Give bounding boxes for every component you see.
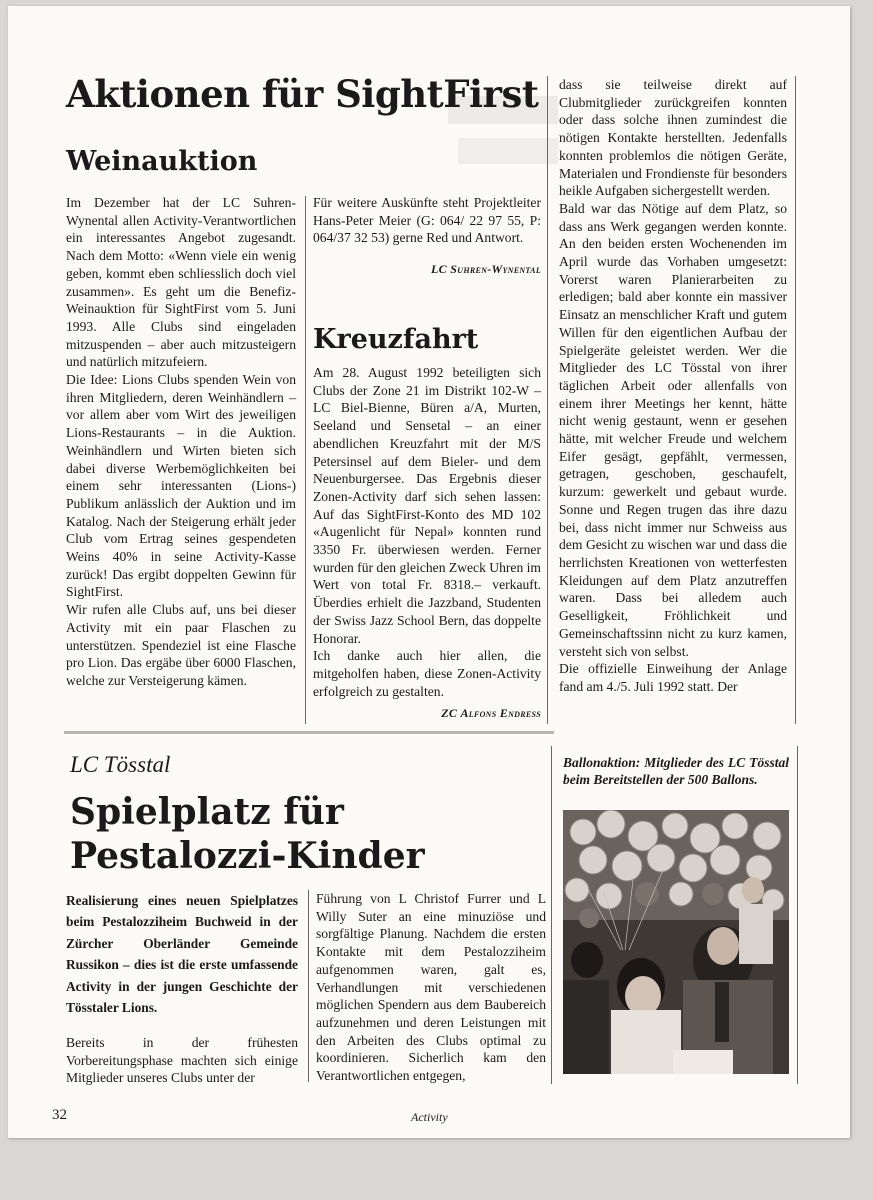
right-column-paragraph: Die offizielle Einweihung der Anlage fand am 4./5. Juli 1992 statt. Der — [559, 661, 787, 694]
column-rule — [797, 746, 798, 1084]
kreuzfahrt-signature — [313, 706, 541, 721]
section-divider — [64, 731, 554, 734]
kreuzfahrt-heading: Kreuzfahrt — [313, 324, 479, 355]
column-rule — [308, 890, 309, 1082]
photo-caption: Ballonaktion: Mitglieder des LC Tösstal beim Bereitstellen der 500 Ballons. — [563, 755, 789, 787]
column-rule — [305, 196, 306, 724]
column-rule — [547, 76, 548, 724]
spielplatz-kicker: LC Tösstal — [70, 752, 171, 777]
kreuzfahrt-paragraph: Ich danke auch hier allen, die mitgeholfen haben, diese Zonen-Activity erfolgreich zu gestalten. — [313, 648, 541, 699]
right-column-paragraph: Bald war das Nötige auf dem Platz, so dass ans Werk gegangen werden konnte. An den beiden ersten Wochenenden im April wurde das Vorhaben umgesetzt: Vorerst waren Planierarbeiten zu erledigen; bald aber konnte ein massiver Einsatz an menschlicher Kraft und gutem Willen für den eigentlichen Aufbau der Spielgeräte geleistet werden. Wer die Mitglieder des LC Tösstal von ihrer täglichen Arbeit oder allenfalls von einem ihrer Meetings her kennt, hätte nicht wenig gestaunt, wenn er gesehen hätte, mit welcher Freude und welchem Eifer gesägt, gepfählt, vermessen, getragen, geschoben, geschaufelt, kurzum: gewerkelt und gebaut wurde. Sonne und Regen trugen das ihre dazu bei, dass nicht immer nur Schweiss aus dem Gesicht zu wischen war und dass die herrlichsten Kreationen von wetterfesten Kleidungen auf dem Platz anzutreffen waren. Dass bei alledem auch Geselligkeit, Fröhlichkeit und Gemeinschaftssinn nicht zu kurz kamen, versteht sich von selbst. — [559, 200, 787, 659]
magazine-page — [8, 6, 850, 1138]
column-rule — [795, 76, 796, 724]
weinauktion-continuation: Für weitere Auskünfte steht Projektleiter Hans-Peter Meier (G: 064/ 22 97 55, P: 064/37 32 53) gerne Red und Antwort. — [313, 195, 541, 246]
right-column-paragraph: dass sie teilweise direkt auf Clubmitglieder zurückgreifen konnten oder dass solche ihnen zumindest die nötigen Kontakte herstellten. Jedenfalls konnten problemlos die nötigen Geräte, Materialen und Frondienste für besonders heikle Aufgaben sichergestellt werden. — [559, 77, 787, 199]
signature-prefix: LC — [431, 262, 447, 276]
weinauktion-body — [66, 194, 296, 690]
spielplatz-title-line2: Pestalozzi-Kinder — [70, 835, 425, 877]
signature-name: Suhren-Wynental — [450, 262, 541, 276]
weinauktion-paragraph: Wir rufen alle Clubs auf, uns bei dieser Activity mit ein paar Flaschen zu unterstützen. Spendeziel ist eine Flasche pro Lion. Das ergäbe über 6000 Flaschen, welche zur Versteigerung kämen. — [66, 602, 296, 688]
column-rule — [551, 746, 552, 1084]
signature-prefix: ZC — [441, 706, 458, 720]
spielplatz-lead: Realisierung eines neuen Spielplatzes beim Pestalozziheim Buchweid in der Zürcher Oberländer Gemeinde Russikon – dies ist die erste umfassende Activity in der jungen Geschichte der Tösstaler Lions. — [66, 893, 298, 1016]
balloon-photo-illustration — [563, 810, 789, 1074]
kreuzfahrt-body — [313, 364, 541, 700]
weinauktion-paragraph: Die Idee: Lions Clubs spenden Wein von ihren Mitgliedern, deren Weinhändlern – vor allem aber vom Wirt des jeweiligen Lions-Restaurants – in die Auktion. Weinhändlern und Wirten bieten sich dabei diverse Werbemöglichkeiten bei einem sehr interessanten (Lions-) Publikum anlässlich der Auktion und im Katalog. Nach der Steigerung erhält jeder Club vom Ertrag seines gespendeten Weins 40% in seine Activity-Kasse zurück! Das ergibt doppelten Gewinn für SightFirst. — [66, 372, 296, 600]
running-footer-title: Activity — [411, 1110, 448, 1124]
signature-name: Alfons Endress — [460, 706, 541, 720]
spielplatz-body-col2: Führung von L Christof Furrer und L Willy Suter an eine minuziöse und sorgfältige Planung. Nachdem die ersten Kontakte mit dem Pestalozziheim aufgenommen waren, galt es, Verhandlungen mit verschiedenen möglichen Spendern aus dem Baubereich aufzunehmen und deren Leistungen mit den Arbeiten des Clubs optimal zu koordinieren. Sicherlich kam den Verantwortlichen entgegen, — [316, 891, 546, 1084]
kreuzfahrt-paragraph: Am 28. August 1992 beteiligten sich Clubs der Zone 21 im Distrikt 102-W – LC Biel-Bienne, Büren a/A, Murten, Seeland und Sensetal – an einer abendlichen Kreuzfahrt mit der M/S Petersinsel auf dem Bieler- und dem Neuenburgersee. Das Ergebnis dieser Zonen-Activity darf sich sehen lassen: Auf das SightFirst-Konto des MD 102 «Augenlicht für Nepal» konnten rund 3350 Fr. überwiesen werden. Ferner wurden für den gleichen Zweck Uhren im Wert von total Fr. 8318.– verkauft. Überdies erhielt die Jazzband, Studenten der Swiss Jazz School Bern, das doppelte Honorar. — [313, 365, 541, 646]
page-title: Aktionen für SightFirst — [66, 72, 539, 116]
balloon-photo — [563, 810, 789, 1074]
weinauktion-paragraph: Im Dezember hat der LC Suhren-Wynental allen Activity-Verantwortlichen ein interessantes Angebot zugesandt. Nach dem Motto: «Wenn viele ein wenig geben, kommt eben schliesslich doch viel zusammen». Es geht um die Benefiz-Weinauktion für SightFirst vom 5. Juni 1993. Alle Clubs sind eingeladen mitzuspenden – aber auch mitzusteigern und natürlich mitzufeiern. — [66, 195, 296, 370]
weinauktion-signature — [313, 262, 541, 277]
spielplatz-title-line1: Spielplatz für — [70, 791, 344, 833]
right-column-body — [559, 76, 787, 696]
weinauktion-heading: Weinauktion — [66, 146, 258, 177]
spielplatz-body-col1: Bereits in der frühesten Vorbereitungsphase machten sich einige Mitglieder unseres Clubs unter der — [66, 1035, 298, 1086]
page-number: 32 — [52, 1107, 67, 1123]
